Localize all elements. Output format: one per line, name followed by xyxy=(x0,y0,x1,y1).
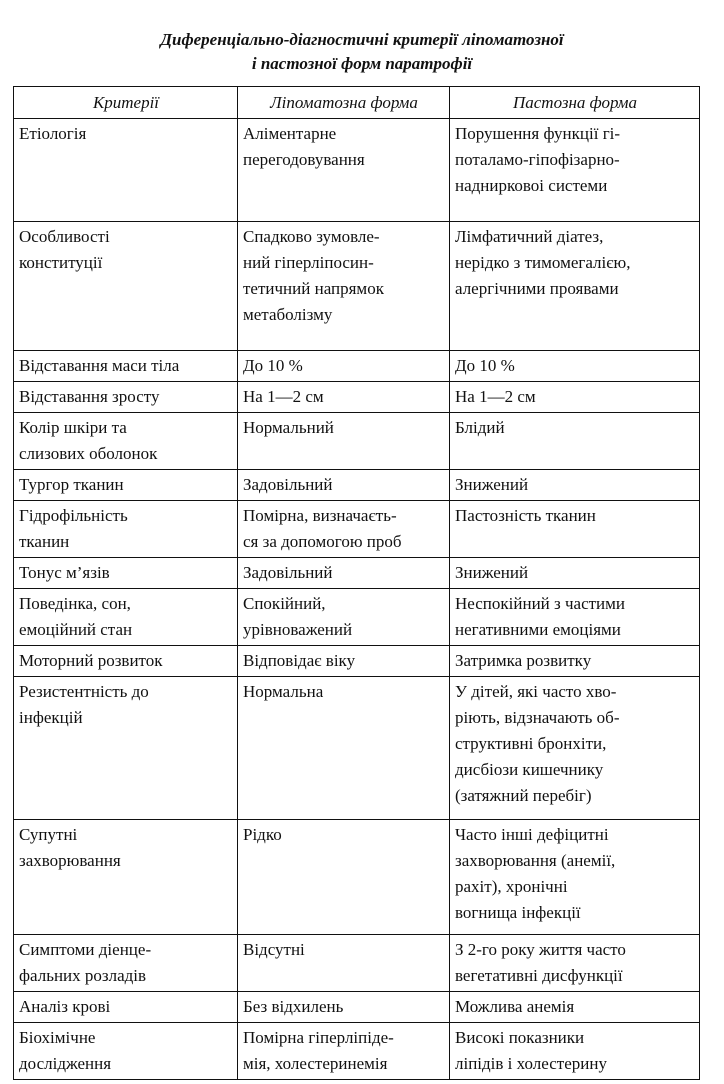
cell-text-line: дослідження xyxy=(19,1054,112,1073)
cell-text-line: дисбіози кишечнику xyxy=(455,760,604,779)
cell-text-line: Нормальний xyxy=(243,418,334,437)
lipomatous-cell xyxy=(238,820,450,935)
pastose-cell xyxy=(450,351,700,382)
pastose-cell xyxy=(450,992,700,1023)
cell-text-line: Резистентність до xyxy=(19,682,149,701)
cell-text-line: наднирковоі системи xyxy=(455,176,608,195)
lipomatous-cell xyxy=(238,222,450,351)
cell-text-line: Поведінка, сон, xyxy=(19,594,131,613)
lipomatous-cell xyxy=(238,382,450,413)
cell-text-line: нерідко з тимомегалією, xyxy=(455,253,631,272)
pastose-cell xyxy=(450,413,700,470)
cell-text-line: конституції xyxy=(19,253,103,272)
criterion-cell xyxy=(14,501,238,558)
table-row xyxy=(14,1023,700,1080)
cell-text-line: Біохімічне xyxy=(19,1028,96,1047)
lipomatous-cell xyxy=(238,646,450,677)
cell-text-line: Спокійний, xyxy=(243,594,326,613)
cell-text-line: ріють, відзначають об- xyxy=(455,708,620,727)
table-row xyxy=(14,382,700,413)
cell-text-line: ся за допомогою проб xyxy=(243,532,402,551)
criterion-cell xyxy=(14,470,238,501)
pastose-cell xyxy=(450,470,700,501)
cell-text-line: рахіт), хронічні xyxy=(455,877,568,896)
cell-text-line: Відставання зросту xyxy=(19,387,160,406)
cell-text-line: алергічними проявами xyxy=(455,279,619,298)
cell-text-line: (затяжний перебіг) xyxy=(455,786,592,805)
cell-text-line: Задовільний xyxy=(243,475,333,494)
pastose-cell xyxy=(450,646,700,677)
cell-text-line: Нормальна xyxy=(243,682,324,701)
pastose-cell xyxy=(450,119,700,222)
criterion-cell xyxy=(14,222,238,351)
criterion-cell xyxy=(14,677,238,820)
table-body xyxy=(14,119,700,1080)
cell-text-line: До 10 % xyxy=(243,356,303,375)
table-row xyxy=(14,935,700,992)
criterion-cell xyxy=(14,935,238,992)
cell-text-line: метаболізму xyxy=(243,305,333,324)
criterion-cell xyxy=(14,992,238,1023)
cell-text-line: Аналіз крові xyxy=(19,997,111,1016)
cell-text-line: Знижений xyxy=(455,563,529,582)
cell-text-line: ний гіперліпосин- xyxy=(243,253,374,272)
cell-text-line: Високі показники xyxy=(455,1028,585,1047)
pastose-cell xyxy=(450,501,700,558)
cell-text-line: перегодовування xyxy=(243,150,365,169)
cell-text-line: З 2-го року життя часто xyxy=(455,940,626,959)
cell-text-line: На 1—2 см xyxy=(455,387,536,406)
cell-text-line: Помірна, визначаєть- xyxy=(243,506,397,525)
pastose-cell xyxy=(450,382,700,413)
cell-text-line: Неспокійний з частими xyxy=(455,594,625,613)
criterion-cell xyxy=(14,119,238,222)
pastose-cell xyxy=(450,589,700,646)
cell-text-line: тетичний напрямок xyxy=(243,279,384,298)
cell-text-line: інфекцій xyxy=(19,708,83,727)
cell-text-line: Порушення функції гі- xyxy=(455,124,621,143)
cell-text-line: мія, холестеринемія xyxy=(243,1054,388,1073)
table-row xyxy=(14,119,700,222)
table-row xyxy=(14,646,700,677)
cell-text-line: емоційний стан xyxy=(19,620,133,639)
header-lipomatous: Ліпоматозна форма xyxy=(238,87,450,119)
cell-text-line: вегетативні дисфункції xyxy=(455,966,623,985)
criterion-cell xyxy=(14,351,238,382)
header-pastose: Пастозна форма xyxy=(450,87,700,119)
criterion-cell xyxy=(14,589,238,646)
criterion-cell xyxy=(14,646,238,677)
criterion-cell xyxy=(14,1023,238,1080)
cell-text-line: Пастозність тканин xyxy=(455,506,596,525)
table-row xyxy=(14,820,700,935)
cell-text-line: ліпідів і холестерину xyxy=(455,1054,607,1073)
cell-text-line: Гідрофільність xyxy=(19,506,128,525)
table-row xyxy=(14,222,700,351)
table-row xyxy=(14,501,700,558)
cell-text-line: структивні бронхіти, xyxy=(455,734,607,753)
cell-text-line: Моторний розвиток xyxy=(19,651,163,670)
lipomatous-cell xyxy=(238,1023,450,1080)
pastose-cell xyxy=(450,222,700,351)
pastose-cell xyxy=(450,677,700,820)
cell-text-line: У дітей, які часто хво- xyxy=(455,682,617,701)
header-criteria: Критерії xyxy=(14,87,238,119)
cell-text-line: Без відхилень xyxy=(243,997,344,1016)
lipomatous-cell xyxy=(238,413,450,470)
cell-text-line: тканин xyxy=(19,532,70,551)
table-row xyxy=(14,413,700,470)
cell-text-line: Аліментарне xyxy=(243,124,337,143)
page-title xyxy=(0,28,724,76)
cell-text-line: Колір шкіри та xyxy=(19,418,127,437)
lipomatous-cell xyxy=(238,558,450,589)
table-header-row xyxy=(14,87,700,119)
criterion-cell xyxy=(14,558,238,589)
title-line-1: Диференціально-діагностичні критерії ліпоматозної xyxy=(160,30,564,49)
cell-text-line: поталамо-гіпофізарно- xyxy=(455,150,620,169)
cell-text-line: Етіологія xyxy=(19,124,87,143)
table-row xyxy=(14,992,700,1023)
cell-text-line: слизових оболонок xyxy=(19,444,158,463)
lipomatous-cell xyxy=(238,470,450,501)
cell-text-line: фальних розладів xyxy=(19,966,147,985)
cell-text-line: До 10 % xyxy=(455,356,515,375)
cell-text-line: Спадково зумовле- xyxy=(243,227,380,246)
pastose-cell xyxy=(450,820,700,935)
cell-text-line: Лімфатичний діатез, xyxy=(455,227,604,246)
table-row xyxy=(14,589,700,646)
cell-text-line: негативними емоціями xyxy=(455,620,621,639)
cell-text-line: Тургор тканин xyxy=(19,475,124,494)
pastose-cell xyxy=(450,1023,700,1080)
cell-text-line: На 1—2 см xyxy=(243,387,324,406)
pastose-cell xyxy=(450,558,700,589)
lipomatous-cell xyxy=(238,351,450,382)
criterion-cell xyxy=(14,413,238,470)
table-row xyxy=(14,677,700,820)
lipomatous-cell xyxy=(238,501,450,558)
lipomatous-cell xyxy=(238,992,450,1023)
cell-text-line: Помірна гіперліпіде- xyxy=(243,1028,394,1047)
cell-text-line: урівноважений xyxy=(243,620,353,639)
criterion-cell xyxy=(14,820,238,935)
cell-text-line: Задовільний xyxy=(243,563,333,582)
cell-text-line: Можлива анемія xyxy=(455,997,575,1016)
cell-text-line: вогнища інфекції xyxy=(455,903,581,922)
table-row xyxy=(14,351,700,382)
title-line-2: і пастозної форм паратрофії xyxy=(251,54,473,73)
lipomatous-cell xyxy=(238,935,450,992)
cell-text-line: Супутні xyxy=(19,825,78,844)
cell-text-line: Відставання маси тіла xyxy=(19,356,180,375)
cell-text-line: Рідко xyxy=(243,825,282,844)
cell-text-line: Тонус м’язів xyxy=(19,563,110,582)
cell-text-line: Знижений xyxy=(455,475,529,494)
lipomatous-cell xyxy=(238,589,450,646)
cell-text-line: захворювання (анемії, xyxy=(455,851,616,870)
cell-text-line: Часто інші дефіцитні xyxy=(455,825,609,844)
pastose-cell xyxy=(450,935,700,992)
lipomatous-cell xyxy=(238,119,450,222)
cell-text-line: Затримка розвитку xyxy=(455,651,592,670)
table-row xyxy=(14,558,700,589)
cell-text-line: захворювання xyxy=(19,851,121,870)
cell-text-line: Симптоми діенце- xyxy=(19,940,152,959)
criterion-cell xyxy=(14,382,238,413)
criteria-table xyxy=(13,86,700,1080)
cell-text-line: Особливості xyxy=(19,227,110,246)
cell-text-line: Відповідає віку xyxy=(243,651,356,670)
cell-text-line: Блідий xyxy=(455,418,505,437)
cell-text-line: Відсутні xyxy=(243,940,305,959)
table-row xyxy=(14,470,700,501)
lipomatous-cell xyxy=(238,677,450,820)
